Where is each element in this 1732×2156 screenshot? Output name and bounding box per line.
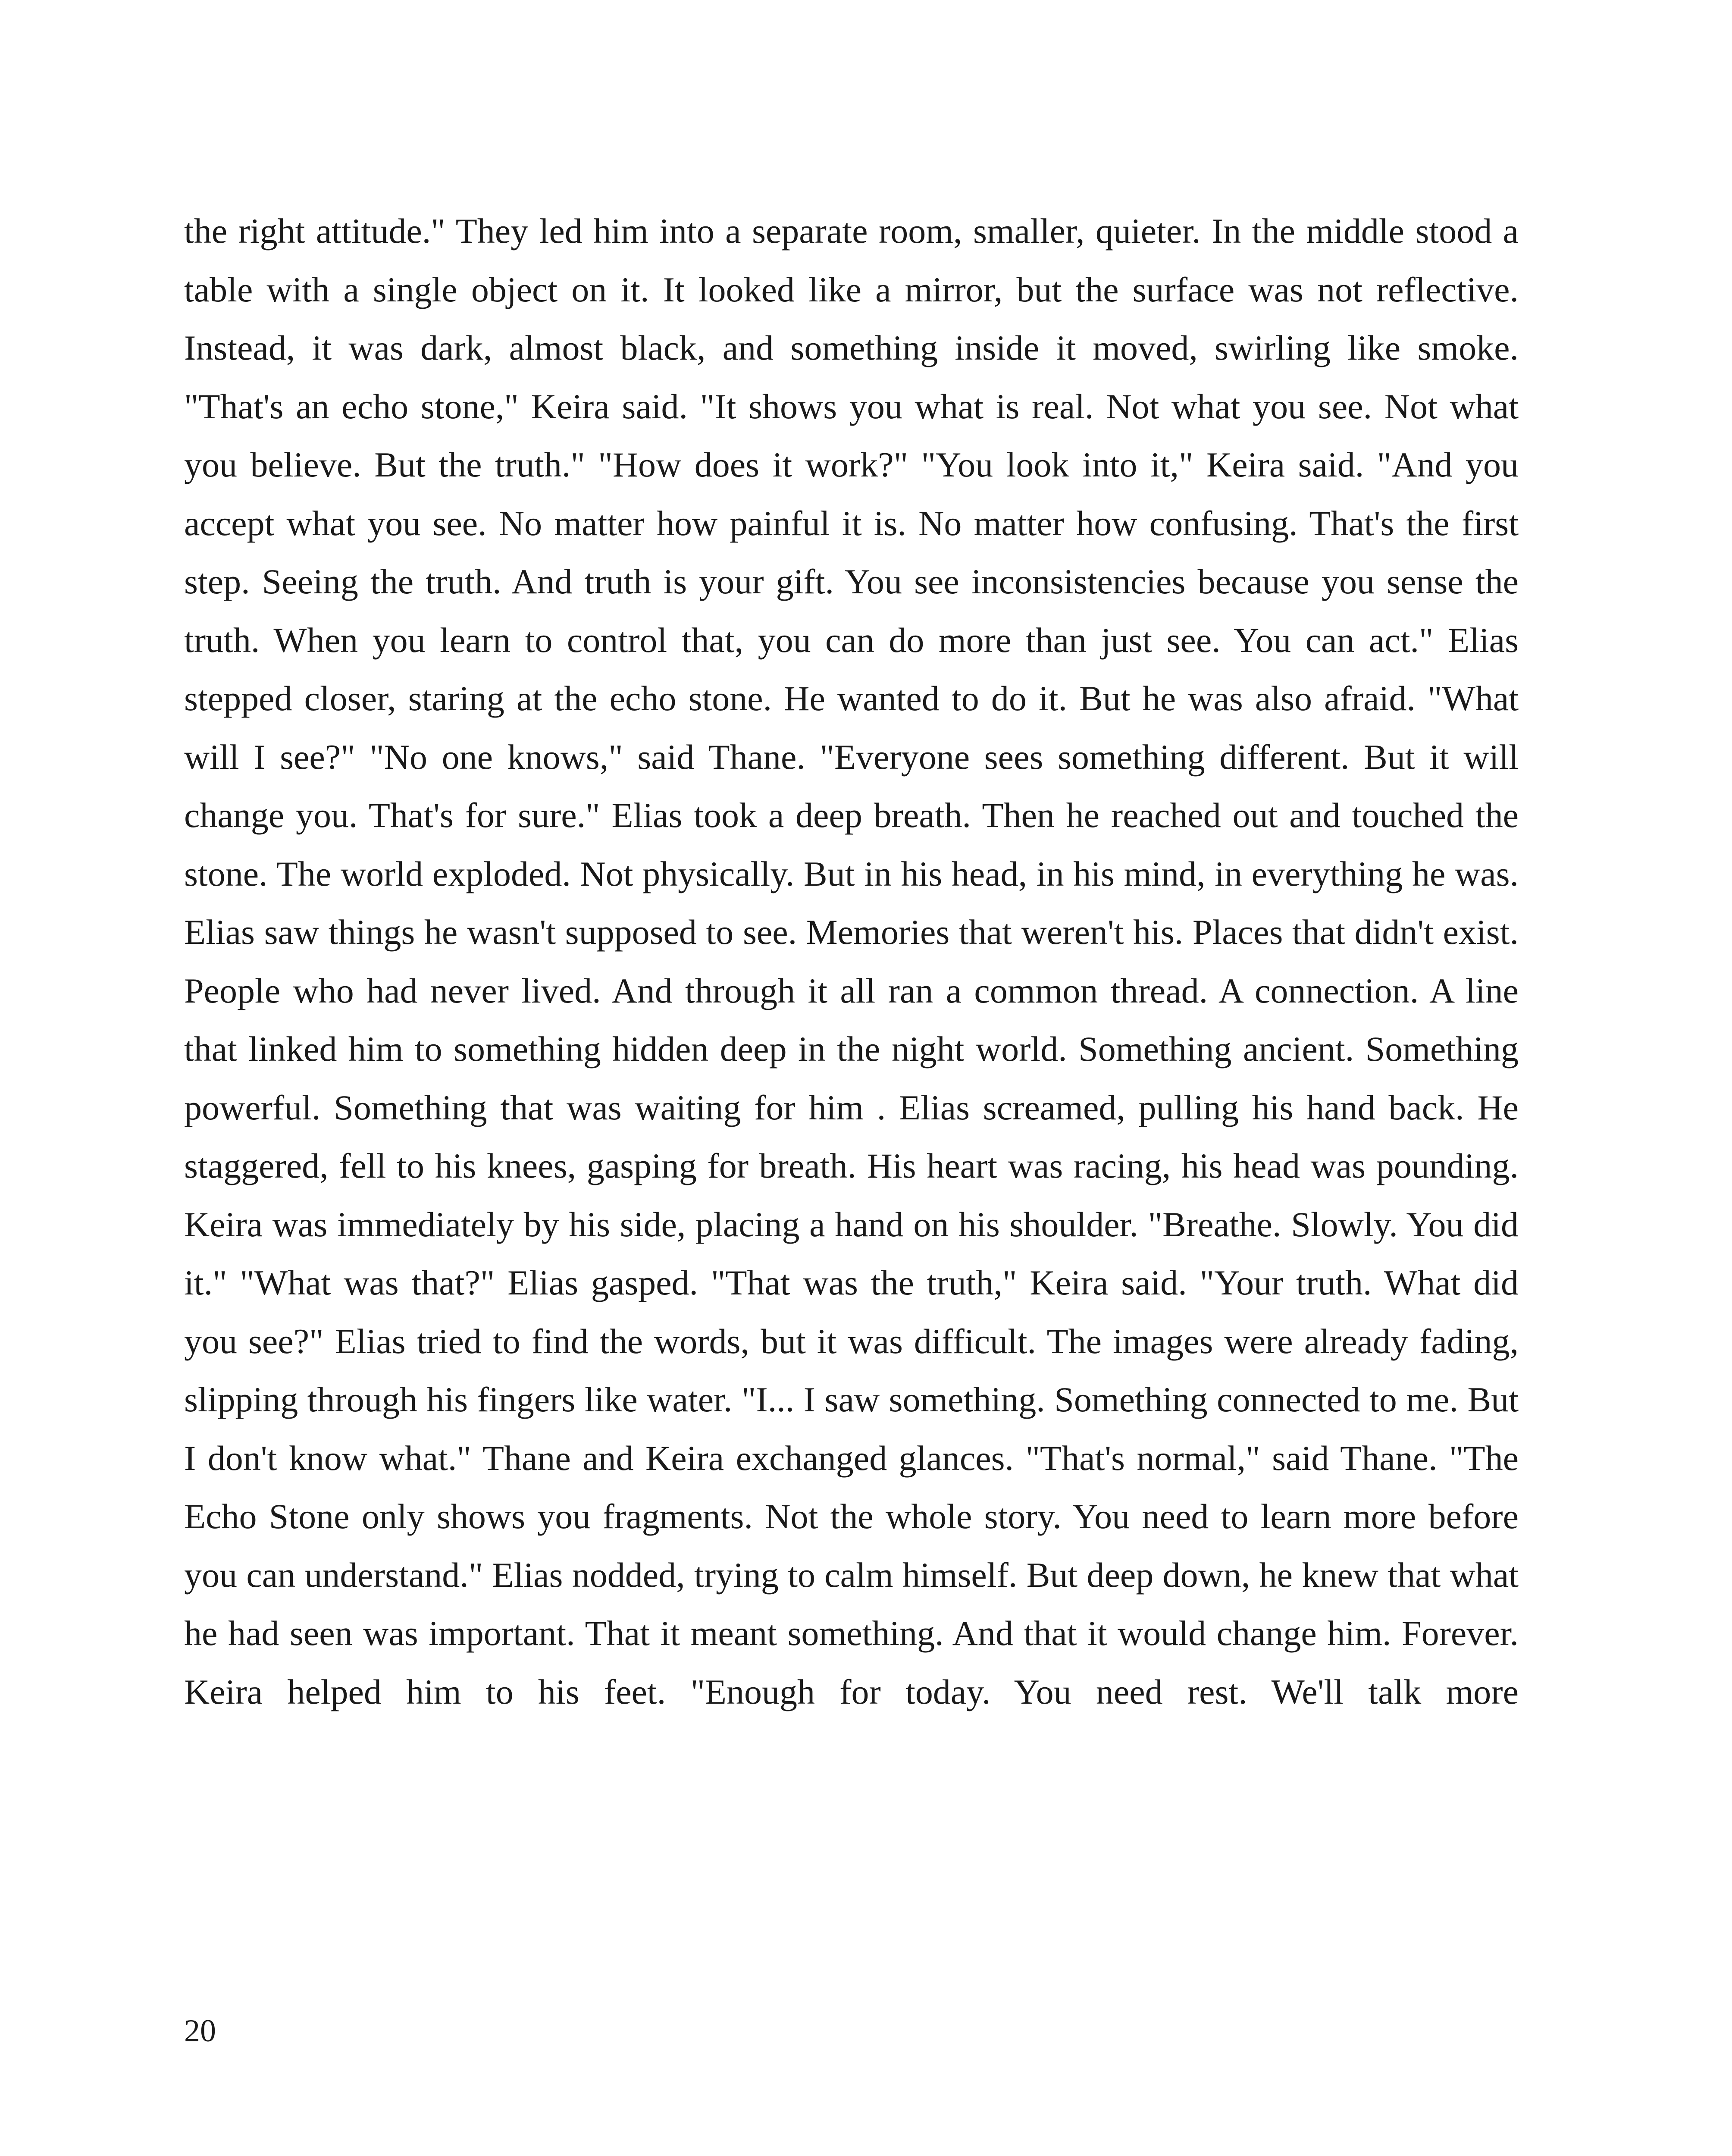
page-number: 20 [184, 2013, 216, 2049]
body-paragraph: the right attitude." They led him into a separate room, smaller, quieter. In the middle stood a table with a single object on it. It looked like a mirror, but the surface was not reflective. Instead, it was dark, almost black, and something inside it moved, swirling like smoke. "That's an echo stone," Keira said. "It shows you what is real. Not what you see. Not what you believe. But the truth." "How does it work?" "You look into it," Keira said. "And you accept what you see. No matter how painful it is. No matter how confusing. That's the first step. Seeing the truth. And truth is your gift. You see inconsistencies because you sense the truth. When you learn to control that, you can do more than just see. You can act." Elias stepped closer, staring at the echo stone. He wanted to do it. But he was also afraid. "What will I see?" "No one knows," said Thane. "Everyone sees something different. But it will change you. That's for sure." Elias took a deep breath. Then he reached out and touched the stone. The world exploded. Not physically. But in his head, in his mind, in everything he was. Elias saw things he wasn't supposed to see. Memories that weren't his. Places that didn't exist. People who had never lived. And through it all ran a common thread. A connection. A line that linked him to something hidden deep in the night world. Something ancient. Something powerful. Something that was waiting for him . Elias screamed, pulling his hand back. He staggered, fell to his knees, gasping for breath. His heart was racing, his head was pounding. Keira was immediately by his side, placing a hand on his shoulder. "Breathe. Slowly. You did it." "What was that?" Elias gasped. "That was the truth," Keira said. "Your truth. What did you see?" Elias tried to find the words, but it was difficult. The images were already fading, slipping through his fingers like water. "I... I saw something. Something connected to me. But I don't know what." Thane and Keira exchanged glances. "That's normal," said Thane. "The Echo Stone only shows you fragments. Not the whole story. You need to learn more before you can understand." Elias nodded, trying to calm himself. But deep down, he knew that what he had seen was important. That it meant something. And that it would change him. Forever. Keira helped him to his feet. "Enough for today. You need rest. We'll talk more [184, 211, 1519, 1711]
